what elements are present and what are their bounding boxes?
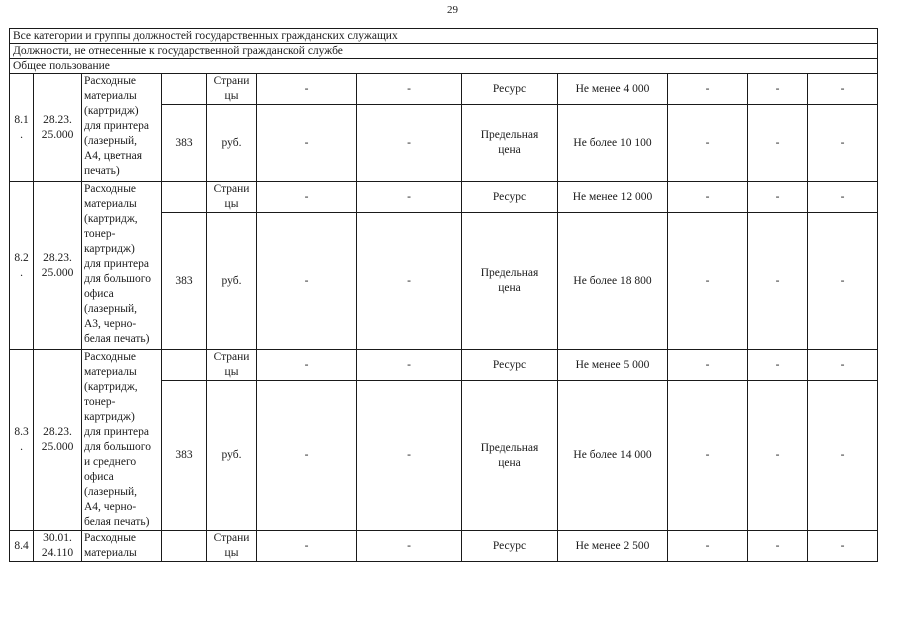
characteristic-line: цена: [498, 282, 521, 294]
okpd-code-line: 28.23.: [43, 251, 72, 264]
cell-dash: -: [808, 381, 878, 531]
header-row-positions: [10, 44, 878, 59]
header-positions: Должности, не отнесенные к государственной гражданской службе: [10, 44, 878, 59]
unit-name-line: цы: [224, 366, 239, 378]
okpd-code-line: 25.000: [41, 441, 74, 453]
item-number: [10, 74, 34, 182]
item-name-line: (картридж,: [84, 381, 138, 393]
unit-name: [207, 213, 257, 350]
table-row: [10, 531, 878, 562]
okei-code: 383: [162, 381, 207, 531]
unit-name: [207, 74, 257, 105]
cell-dash: -: [357, 531, 462, 562]
cell-dash: -: [668, 531, 748, 562]
item-name-line: картридж): [84, 243, 135, 255]
characteristic: [462, 381, 558, 531]
unit-name-line: Страни: [213, 532, 250, 544]
unit-name-line: Страни: [213, 351, 250, 363]
cell-dash: -: [257, 531, 357, 562]
item-name-line: (лазерный,: [84, 486, 137, 498]
item-name-line: материалы: [84, 90, 137, 102]
okei-code: 383: [162, 105, 207, 182]
item-name: [82, 531, 162, 562]
okpd-code-line: 25.000: [41, 266, 74, 279]
characteristic-line: Предельная: [480, 129, 539, 141]
item-name-line: А4, цветная: [84, 150, 142, 162]
okpd-code-line: 24.110: [41, 547, 74, 559]
characteristic: [462, 74, 558, 105]
unit-name-line: цы: [224, 198, 239, 210]
okpd-code: [34, 182, 82, 350]
characteristic: [462, 105, 558, 182]
cell-dash: -: [668, 350, 748, 381]
cell-dash: -: [257, 213, 357, 350]
okpd-code: [34, 350, 82, 531]
item-name-line: белая печать): [84, 516, 150, 528]
unit-name: [207, 531, 257, 562]
cell-dash: -: [668, 182, 748, 213]
item-name-line: (картридж): [84, 105, 139, 117]
unit-name: [207, 182, 257, 213]
cell-dash: -: [808, 350, 878, 381]
unit-name-line: Страни: [213, 75, 250, 87]
characteristic-line: цена: [498, 144, 521, 156]
cell-dash: -: [357, 105, 462, 182]
cell-dash: -: [668, 213, 748, 350]
item-name-line: материалы: [84, 547, 137, 559]
item-name-line: А3, черно-: [84, 318, 137, 330]
item-number-line: 8.3: [14, 426, 29, 438]
cell-dash: -: [668, 74, 748, 105]
item-name-line: для принтера: [84, 120, 149, 132]
item-name-line: материалы: [84, 366, 137, 378]
cell-dash: -: [357, 182, 462, 213]
characteristic-line: цена: [498, 456, 521, 469]
item-name-line: белая печать): [84, 333, 150, 345]
item-name-line: (картридж,: [84, 213, 138, 225]
item-number-line: 8.2: [14, 251, 29, 264]
characteristic: [462, 350, 558, 381]
okpd-code-line: 25.000: [41, 128, 74, 141]
item-number-line: .: [20, 441, 23, 453]
requirements-table: [9, 28, 878, 562]
cell-dash: -: [748, 381, 808, 531]
okei-code: [162, 350, 207, 381]
cell-dash: -: [748, 213, 808, 350]
cell-dash: -: [748, 74, 808, 105]
characteristic-line: Ресурс: [492, 539, 527, 552]
item-name-line: офиса: [84, 471, 114, 483]
cell-dash: -: [257, 105, 357, 182]
item-name-line: (лазерный,: [84, 303, 137, 315]
item-name-line: печать): [84, 165, 120, 177]
header-row-categories: [10, 29, 878, 44]
table-row: [10, 74, 878, 105]
characteristic-value: Не более 18 800: [558, 213, 668, 350]
unit-name: [207, 381, 257, 531]
characteristic: [462, 531, 558, 562]
okpd-code-line: 30.01.: [43, 532, 72, 544]
item-name-line: для большого: [84, 441, 151, 453]
okpd-code-line: 28.23.: [43, 426, 72, 438]
cell-dash: -: [808, 531, 878, 562]
unit-name-line: цы: [224, 547, 239, 559]
cell-dash: -: [748, 182, 808, 213]
item-number-line: 8.4: [14, 539, 29, 552]
cell-dash: -: [668, 381, 748, 531]
item-name-line: и среднего: [84, 456, 137, 468]
characteristic-line: Ресурс: [492, 190, 527, 203]
item-name-line: А4, черно-: [84, 501, 137, 513]
item-name-line: материалы: [84, 198, 137, 210]
okei-code: [162, 531, 207, 562]
cell-dash: -: [357, 74, 462, 105]
item-name: [82, 350, 162, 531]
header-general-use: Общее пользование: [10, 59, 878, 74]
item-name-line: для принтера: [84, 426, 149, 438]
cell-dash: -: [257, 381, 357, 531]
cell-dash: -: [357, 213, 462, 350]
cell-dash: -: [748, 350, 808, 381]
characteristic-line: Предельная: [480, 267, 539, 279]
characteristic-line: Ресурс: [492, 358, 527, 371]
characteristic: [462, 213, 558, 350]
item-name-line: Расходные: [84, 532, 137, 544]
item-name-line: (лазерный,: [84, 135, 137, 147]
unit-name-line: цы: [224, 90, 239, 102]
unit-name-line: Страни: [213, 183, 250, 195]
characteristic-value: Не менее 2 500: [558, 531, 668, 562]
unit-name: [207, 105, 257, 182]
characteristic-value: Не более 14 000: [558, 381, 668, 531]
characteristic-value: Не менее 5 000: [558, 350, 668, 381]
unit-name-line: руб.: [221, 449, 242, 461]
cell-dash: -: [808, 182, 878, 213]
page-number: 29: [447, 4, 458, 16]
unit-name-line: руб.: [221, 136, 242, 149]
cell-dash: -: [257, 74, 357, 105]
header-row-general-use: [10, 59, 878, 74]
item-number-line: .: [20, 266, 23, 279]
okpd-code-line: 28.23.: [43, 113, 72, 126]
characteristic-line: Предельная: [480, 441, 539, 454]
table-row: [10, 350, 878, 381]
okpd-code: [34, 531, 82, 562]
item-name-line: для принтера: [84, 258, 149, 270]
okpd-code: [34, 74, 82, 182]
cell-dash: -: [357, 381, 462, 531]
cell-dash: -: [808, 105, 878, 182]
cell-dash: -: [257, 182, 357, 213]
item-number-line: .: [20, 128, 23, 141]
table-row: [10, 182, 878, 213]
item-name-line: картридж): [84, 411, 135, 423]
item-number-line: 8.1: [14, 113, 29, 126]
unit-name-line: руб.: [221, 274, 242, 287]
cell-dash: -: [748, 105, 808, 182]
cell-dash: -: [748, 531, 808, 562]
characteristic-line: Ресурс: [492, 82, 527, 95]
item-name-line: Расходные: [84, 183, 137, 195]
cell-dash: -: [257, 350, 357, 381]
characteristic: [462, 182, 558, 213]
item-name-line: офиса: [84, 288, 114, 300]
cell-dash: -: [357, 350, 462, 381]
cell-dash: -: [808, 74, 878, 105]
okei-code: [162, 182, 207, 213]
item-name: [82, 182, 162, 350]
item-name-line: Расходные: [84, 351, 137, 363]
item-number: [10, 531, 34, 562]
okei-code: [162, 74, 207, 105]
okei-code: 383: [162, 213, 207, 350]
unit-name: [207, 350, 257, 381]
cell-dash: -: [808, 213, 878, 350]
header-categories: Все категории и группы должностей государственных гражданских служащих: [10, 29, 878, 44]
item-name-line: Расходные: [84, 75, 137, 87]
item-number: [10, 350, 34, 531]
item-name: [82, 74, 162, 182]
item-name-line: для большого: [84, 273, 151, 285]
item-number: [10, 182, 34, 350]
characteristic-value: Не менее 12 000: [558, 182, 668, 213]
item-name-line: тонер-: [84, 396, 116, 408]
characteristic-value: Не менее 4 000: [558, 74, 668, 105]
item-name-line: тонер-: [84, 228, 116, 240]
characteristic-value: Не более 10 100: [558, 105, 668, 182]
cell-dash: -: [668, 105, 748, 182]
